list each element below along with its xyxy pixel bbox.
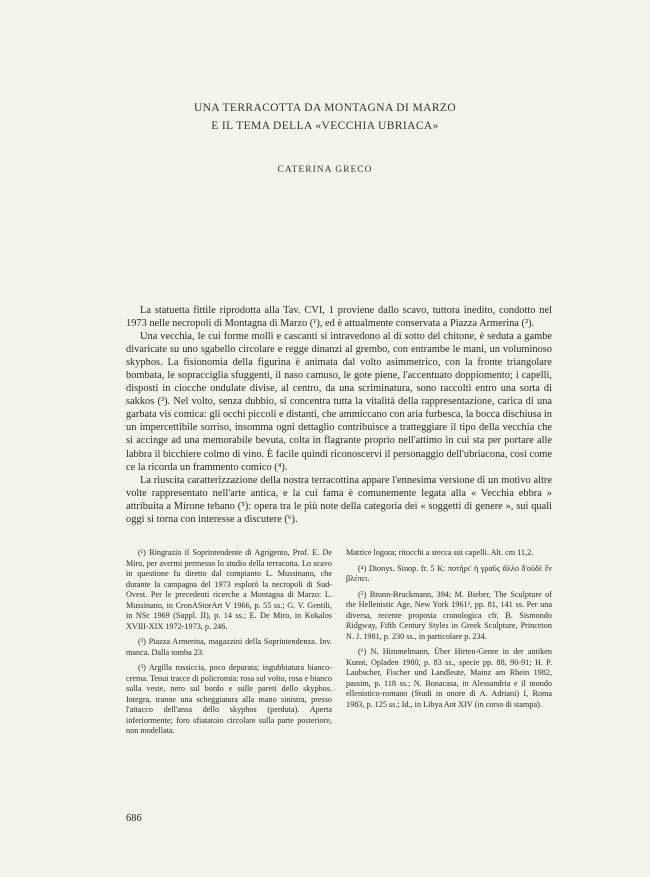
- paragraph: La riuscita caratterizzazione della nostra terracottina appare l'ennesima versione di un motivo altre volte rappresentato nell'arte antica, e la cui fama è comunemente legata alla « Vecchia ebbra » attribuita a Mirone tebano (⁵): opera tra le più note della categoria dei « soggetti di genere », sui quali oggi si torna con interesse a discutere (⁶).: [126, 474, 552, 525]
- paragraph: Una vecchia, le cui forme molli e cascanti si intravedono al di sotto del chitone, è seduta a gambe divaricate su uno sgabello circolare e regge dinanzi al grembo, con entrambe le mani, un voluminoso skyphos. La fisionomia della figurina è animata dal volto asimmetrico, con la fronte triangolare bombata, le sopracciglia sfuggenti, il naso camuso, le gote piene, l'accentuato doppiomento; i capelli, disposti in ciocche ondulate divise, al centro, da una scriminatura, sono raccolti entro una sorta di sakkos (³). Nel volto, senza dubbio, si concentra tutta la vitalità della rappresentazione, carica di una garbata vis comica: gli occhi piccoli e distanti, che ammiccano con aria furbesca, la bocca dischiusa in un impercettibile sorriso, insomma ogni dettaglio contribuisce a tratteggiare il tipo della vecchia che si accinge ad una memorabile bevuta, colta in flagrante proprio nell'attimo in cui sta per portare alle labbra il bicchiere colmo di vino. È facile quindi riconoscervi il personaggio dell'ubriacona, così come ce la ricorda un frammento comico (⁴).: [126, 331, 552, 473]
- footnotes-left-column: [126, 548, 332, 742]
- footnotes: [126, 548, 552, 742]
- article-title-line-1: UNA TERRACOTTA DA MONTAGNA DI MARZO: [193, 102, 457, 114]
- footnotes-right-column: [346, 548, 552, 742]
- footnote: (³) Argilla rossiccia, poco depurata; ingubbiatura bianco-crema. Tenui tracce di policromia: rosa sul volto, rosa e bianco sulla veste, nero sul bordo e sulle pareti dello skyphos. Integra, tranne una scheggiatura alla mano sinistra, presso l'attacco dell'ansa dello skyphos (perduta). Aperta inferiormente; foro sfiatatoio circolare sulla parte posteriore, non modellata.: [126, 663, 332, 735]
- footnote: (⁵) Brunn-Bruckmann, 394; M. Bieber, The Sculpture of the Hellenistic Age, New York 1961², pp. 81, 141 ss. Per una diversa, recente proposta cronologica cfr. B. Sismondo Ridgway, Fifth Century Styles in Greek Sculpture, Princeton N. J. 1981, p. 230 ss., in particolare p. 234.: [346, 589, 552, 641]
- footnote: (⁴) Dionys. Sinop. fr. 5 K: ποτήρι' ἡ γραῦς ἄλλο δ'οὐδὲ ἓν βλέπει.: [346, 563, 552, 583]
- page-number: 686: [126, 813, 142, 824]
- footnote-continuation: Matrice logora; ritocchi a stecca sui capelli. Alt. cm 11,2.: [346, 548, 534, 557]
- article-title-line-2: E IL TEMA DELLA «VECCHIA UBRIACA»: [211, 120, 439, 132]
- body-text: [126, 304, 552, 526]
- footnote: (⁶) N. Himmelmann, Über Hirten-Genre in der antiken Kunst, Opladen 1980, p. 83 ss., specie pp. 88, 90-91; H. P. Laubscher, Fischer und Landleute, Mainz am Rhein 1982, passim, p. 118 ss.; N. Bonacasa, in Alessandria e il mondo ellenistico-romano (Studi in onore di A. Adriani) I, Roma 1983, p. 125 ss.; Id., in Libya Ant XIV (in corso di stampa).: [346, 647, 552, 709]
- paragraph: La statuetta fittile riprodotta alla Tav. CVI, 1 proviene dallo scavo, tuttora inedito, condotto nel 1973 nelle necropoli di Montagna di Marzo (¹), ed è attualmente conservata a Piazza Armerina (²).: [126, 305, 552, 330]
- author-name: CATERINA GRECO: [277, 165, 373, 175]
- footnote: (¹) Ringrazio il Soprintendente di Agrigento, Prof. E. De Miro, per avermi permesso lo studio della terracotta. Lo scavo in questione fu diretto dal compianto L. Mussinano, che durante la campagna del 1973 esplorò la necropoli di Sud-Ovest. Per le precedenti ricerche a Montagna di Marzo: L. Mussinano, in CronAStorArt V 1966, p. 55 ss.; G. V. Gentili, in NSc 1969 (Suppl. II), p. 14 ss.; E. De Miro, in Kokalos XVIII-XIX 1972-1973, p. 246.: [126, 548, 332, 631]
- footnote: (²) Piazza Armerina, magazzini della Soprintendenza. Inv. manca. Dalla tomba 23.: [126, 637, 332, 657]
